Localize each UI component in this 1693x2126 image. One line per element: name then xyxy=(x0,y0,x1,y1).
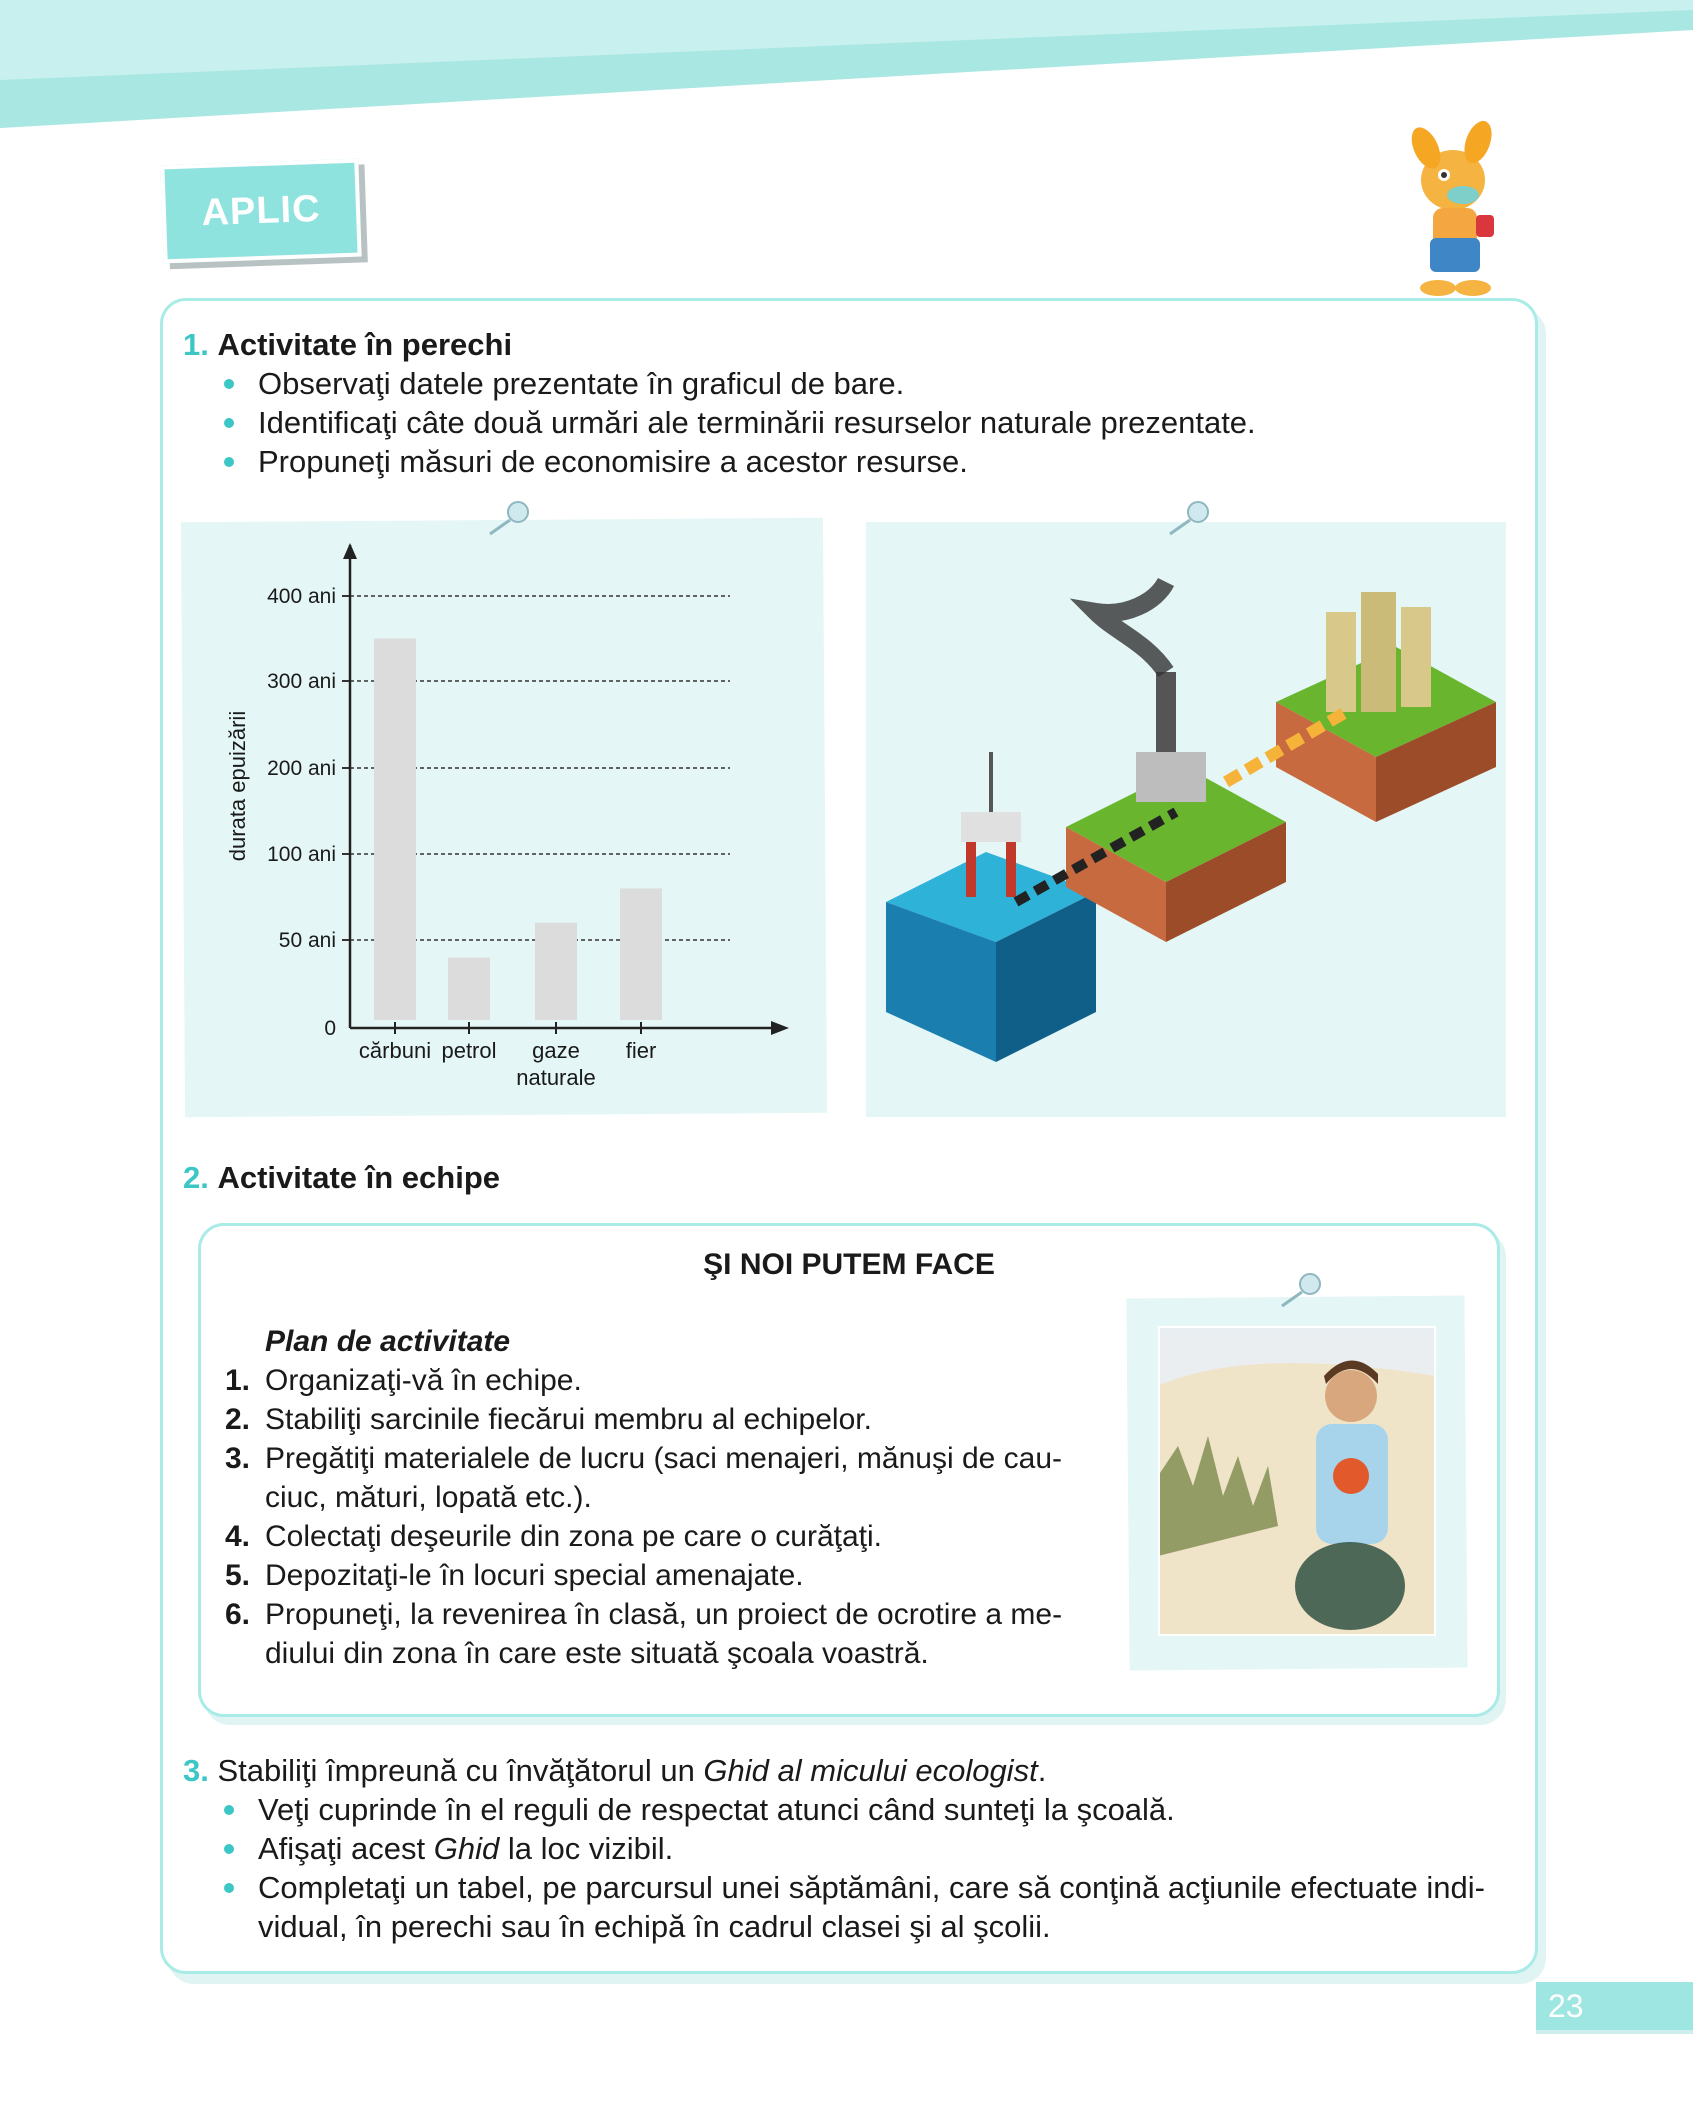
task-2-number: 2. xyxy=(183,1160,209,1195)
x-tick-label: gaze xyxy=(532,1038,580,1063)
task-3-bullet xyxy=(218,1829,1513,1868)
plan-steps xyxy=(225,1361,1105,1673)
task-3-bullet-text: la loc vizibil. xyxy=(499,1831,674,1866)
task-1-bullet: Observaţi datele prezentate în graficul de bare. xyxy=(218,364,1483,403)
plan-step-text: ciuc, mături, lopată etc.). xyxy=(265,1481,592,1514)
task-3-bullet-line: Completaţi un tabel, pe parcursul unei săptămâni, care să conţină acţiunile efectuate indi- xyxy=(258,1870,1485,1905)
bar xyxy=(374,639,416,1021)
page-number: 23 xyxy=(1548,1988,1584,2024)
plan-step-text: Stabiliţi sarcinile fiecărui membru al echipelor. xyxy=(265,1403,872,1436)
y-axis-title: durata epuizării xyxy=(225,710,250,862)
plan-step xyxy=(225,1439,1105,1517)
plan-step-text: Propuneţi, la revenirea în clasă, un proiect de ocrotire a me- xyxy=(265,1598,1063,1631)
plan-step-number: 1. xyxy=(225,1364,251,1397)
plan-step-text: Colectaţi deşeurile din zona pe care o curăţaţi. xyxy=(265,1520,883,1553)
plan-step-text: Organizaţi-vă în echipe. xyxy=(265,1364,582,1397)
bar xyxy=(448,958,490,1020)
task-2 xyxy=(183,1158,500,1197)
y-tick-label: 100 ani xyxy=(267,843,336,866)
task-3-bullet-text: Afişaţi acest xyxy=(258,1831,434,1866)
bar xyxy=(620,888,662,1020)
task-1-title: Activitate în perechi xyxy=(217,327,513,362)
plan-step-number: 3. xyxy=(225,1442,251,1475)
plan-step xyxy=(225,1595,1105,1673)
y-axis-arrow xyxy=(343,543,357,559)
task-3-intro-text: Stabiliţi împreună cu învăţătorul un xyxy=(217,1753,704,1788)
task-3-number: 3. xyxy=(183,1753,209,1788)
plan-step-number: 4. xyxy=(225,1520,251,1553)
task-3-bullets xyxy=(218,1790,1513,1946)
plan-step-number: 5. xyxy=(225,1559,251,1592)
pin-icon xyxy=(1276,1272,1324,1310)
task-1-bullet: Identificaţi câte două urmări ale terminării resurselor naturale prezentate. xyxy=(218,403,1483,442)
task-2-title: Activitate în echipe xyxy=(217,1160,501,1195)
y-tick-label: 400 ani xyxy=(267,585,336,608)
bar xyxy=(535,923,577,1020)
plan-step-text: diului din zona în care este situată şcoala voastră. xyxy=(265,1637,929,1670)
resources-illustration xyxy=(866,522,1506,1117)
boy-on-beach-photo xyxy=(1158,1326,1436,1636)
plan-step xyxy=(225,1556,1105,1595)
y-tick-label: 50 ani xyxy=(278,929,336,952)
section-tab-label: APLIC xyxy=(200,187,322,234)
plan-step-number: 6. xyxy=(225,1598,251,1631)
plan-step xyxy=(225,1517,1105,1556)
x-tick-label: petrol xyxy=(441,1038,497,1063)
task-3-intro-end: . xyxy=(1037,1753,1047,1788)
task-1-bullet: Propuneţi măsuri de economisire a acestor resurse. xyxy=(218,442,1483,481)
task-3-bullet: Veţi cuprinde în el reguli de respectat atunci când sunteţi la şcoală. xyxy=(218,1790,1513,1829)
x-tick-label: cărbuni xyxy=(358,1038,432,1063)
task-3-guide-title: Ghid al micului ecologist xyxy=(703,1753,1038,1788)
plan-step-text: Pregătiţi materialele de lucru (saci menajeri, mănuşi de cau- xyxy=(265,1442,1063,1475)
plan-step-number: 2. xyxy=(225,1403,251,1436)
task-3-bullet xyxy=(218,1868,1513,1946)
plan-step xyxy=(225,1400,1105,1439)
page-number-box xyxy=(1536,1982,1693,2030)
activity-plan xyxy=(225,1322,1105,1673)
plan-step xyxy=(225,1361,1105,1400)
page-number-underline xyxy=(1536,2030,1693,2034)
x-tick-label: naturale xyxy=(516,1065,596,1090)
task-3 xyxy=(183,1751,1513,1946)
plan-heading: Plan de activitate xyxy=(265,1325,511,1358)
task-3-bullet-italic: Ghid xyxy=(433,1831,500,1866)
y-tick-label: 300 ani xyxy=(267,670,336,693)
x-tick-label: fier xyxy=(625,1038,657,1063)
y-tick-label: 200 ani xyxy=(267,757,336,780)
activity-box-title: ŞI NOI PUTEM FACE xyxy=(703,1248,995,1281)
plan-step-text: Depozitaţi-le în locuri special amenajate. xyxy=(265,1559,804,1592)
x-axis-arrow xyxy=(771,1021,789,1035)
y-tick-label: 0 xyxy=(324,1017,336,1040)
task-3-intro xyxy=(183,1751,1513,1790)
task-3-bullet-line: vidual, în perechi sau în echipă în cadrul clasei şi al şcolii. xyxy=(258,1909,1051,1944)
task-1-number: 1. xyxy=(183,327,209,362)
